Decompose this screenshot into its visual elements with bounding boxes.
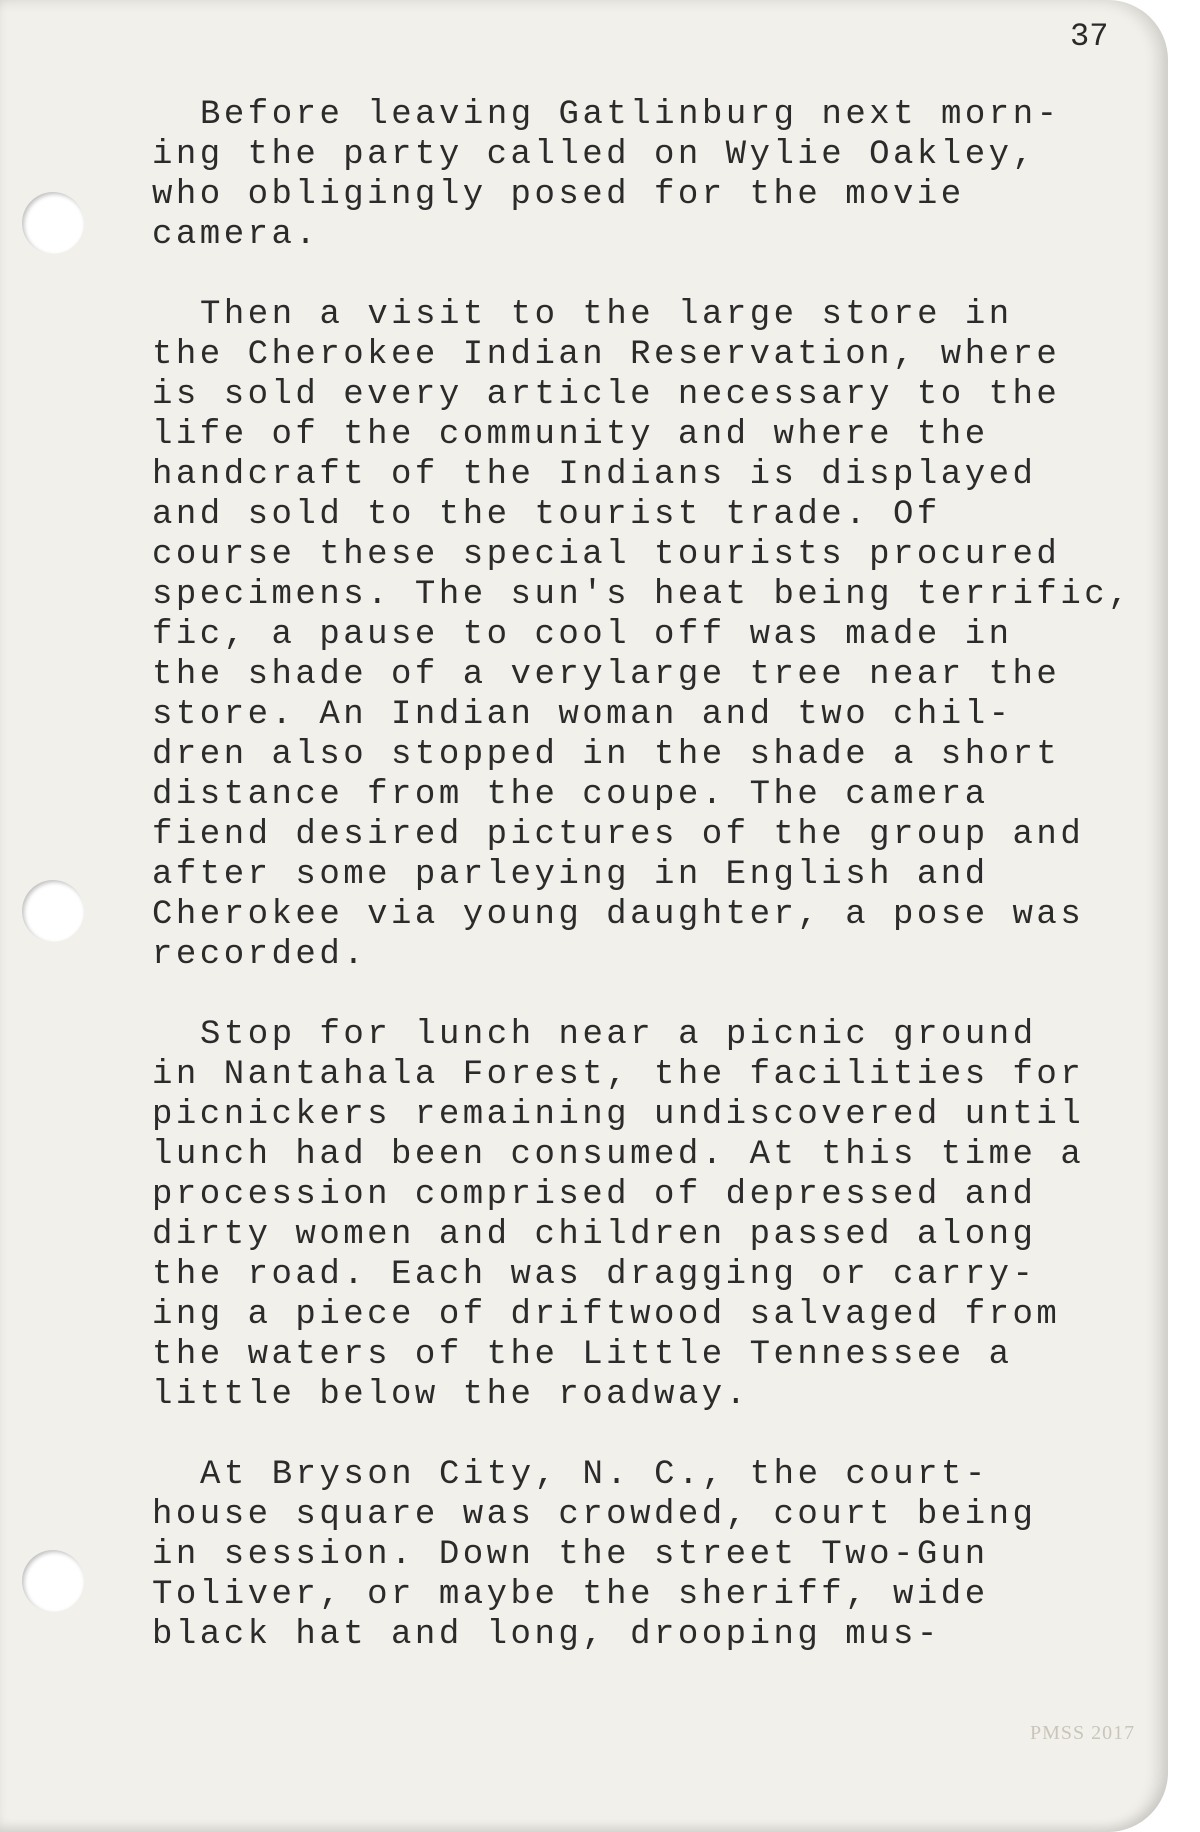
text-line: the Cherokee Indian Reservation, where xyxy=(152,336,1061,374)
text-line: specimens. The sun's heat being terrific, xyxy=(152,576,1133,614)
text-line: and sold to the tourist trade. Of xyxy=(152,496,941,534)
typed-text-body xyxy=(152,95,1133,1695)
text-line: camera. xyxy=(152,216,320,254)
text-line: picnickers remaining undiscovered until xyxy=(152,1096,1085,1134)
text-line: Stop for lunch near a picnic ground xyxy=(200,1016,1037,1054)
paragraph-2 xyxy=(152,295,1133,975)
text-line: fic, a pause to cool off was made in xyxy=(152,616,1013,654)
text-line: is sold every article necessary to the xyxy=(152,376,1061,414)
text-line: Cherokee via young daughter, a pose was xyxy=(152,896,1085,934)
text-line: little below the roadway. xyxy=(152,1376,750,1414)
text-line: after some parleying in English and xyxy=(152,856,989,894)
text-line: ing a piece of driftwood salvaged from xyxy=(152,1296,1061,1334)
text-line: course these special tourists procured xyxy=(152,536,1061,574)
binder-hole-middle xyxy=(22,880,84,942)
text-line: ing the party called on Wylie Oakley, xyxy=(152,136,1037,174)
text-line: the shade of a verylarge tree near the xyxy=(152,656,1061,694)
text-line: dirty women and children passed along xyxy=(152,1216,1037,1254)
binder-hole-bottom xyxy=(22,1550,84,1612)
text-line: procession comprised of depressed and xyxy=(152,1176,1037,1214)
text-line: in session. Down the street Two-Gun xyxy=(152,1536,989,1574)
paragraph-3 xyxy=(152,1015,1112,1415)
text-line: store. An Indian woman and two chil- xyxy=(152,696,1013,734)
text-line: handcraft of the Indians is displayed xyxy=(152,456,1037,494)
text-line: recorded. xyxy=(152,936,368,974)
text-line: dren also stopped in the shade a short xyxy=(152,736,1061,774)
binder-hole-top xyxy=(22,192,84,254)
paragraph-1 xyxy=(152,95,1112,255)
text-line: Toliver, or maybe the sheriff, wide xyxy=(152,1576,989,1614)
text-line: in Nantahala Forest, the facilities for xyxy=(152,1056,1085,1094)
text-line: fiend desired pictures of the group and xyxy=(152,816,1085,854)
text-line: At Bryson City, N. C., the court- xyxy=(200,1456,989,1494)
text-line: Then a visit to the large store in xyxy=(200,296,1013,334)
text-line: distance from the coupe. The camera xyxy=(152,776,989,814)
text-line: life of the community and where the xyxy=(152,416,989,454)
archive-watermark: PMSS 2017 xyxy=(1030,1722,1136,1744)
text-line: the road. Each was dragging or carry- xyxy=(152,1256,1037,1294)
page-number: 37 xyxy=(1070,18,1109,55)
text-line: black hat and long, drooping mus- xyxy=(152,1616,941,1654)
text-line: who obligingly posed for the movie xyxy=(152,176,965,214)
text-line: house square was crowded, court being xyxy=(152,1496,1037,1534)
text-line: lunch had been consumed. At this time a xyxy=(152,1136,1085,1174)
text-line: the waters of the Little Tennessee a xyxy=(152,1336,1013,1374)
paragraph-4 xyxy=(152,1455,1112,1655)
text-line: Before leaving Gatlinburg next morn- xyxy=(200,96,1061,134)
